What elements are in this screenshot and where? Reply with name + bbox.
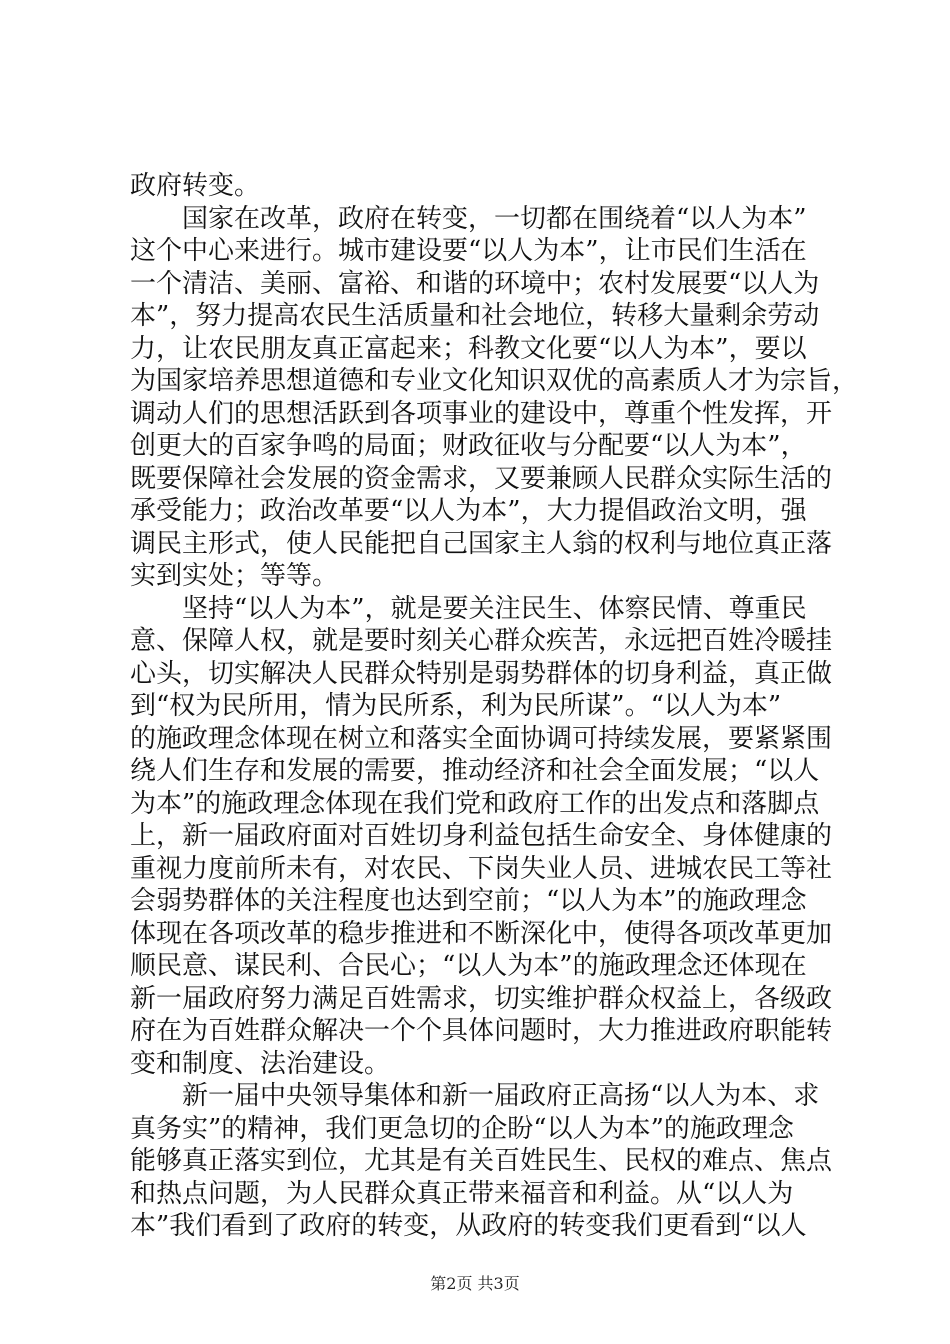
text-line: 能够真正落实到位，尤其是有关百姓民生、民权的难点、焦点	[130, 1146, 833, 1176]
text-line: 变和制度、法治建设。	[130, 1048, 391, 1079]
text-line: 本”，努力提高农民生活质量和社会地位，转移大量剩余劳动	[130, 301, 820, 331]
text-line: 到“权为民所用，情为民所系，利为民所谋”。“以人为本”	[130, 691, 782, 721]
paragraph-start-line: 国家在改革，政府在转变，一切都在围绕着“以人为本”	[182, 203, 807, 234]
text-line: 调动人们的思想活跃到各项事业的建设中，尊重个性发挥，开	[130, 398, 833, 429]
text-line: 心头，切实解决人民群众特别是弱势群体的切身利益，真正做	[130, 658, 833, 689]
text-line: 调民主形式，使人民能把自己国家主人翁的权利与地位真正落	[130, 528, 833, 559]
text-line: 和热点问题，为人民群众真正带来福音和利益。从“以人为	[130, 1178, 794, 1209]
text-line: 为本”的施政理念体现在我们党和政府工作的出发点和落脚点	[130, 788, 820, 819]
text-line: 本”我们看到了政府的转变，从政府的转变我们更看到“以人	[130, 1211, 807, 1241]
text-line: 承受能力；政治改革要“以人为本”，大力提倡政治文明，强	[130, 496, 807, 526]
text-line: 会弱势群体的关注程度也达到空前；“以人为本”的施政理念	[130, 886, 807, 916]
text-line: 一个清洁、美丽、富裕、和谐的环境中；农村发展要“以人为	[130, 268, 820, 299]
text-line: 这个中心来进行。城市建设要“以人为本”，让市民们生活在	[130, 236, 807, 266]
text-line: 力，让农民朋友真正富起来；科教文化要“以人为本”，要以	[130, 333, 807, 364]
text-line: 上，新一届政府面对百姓切身利益包括生命安全、身体健康的	[130, 821, 833, 851]
text-line: 既要保障社会发展的资金需求，又要兼顾人民群众实际生活的	[130, 463, 833, 494]
text-line: 意、保障人权，就是要时刻关心群众疾苦，永远把百姓冷暖挂	[130, 626, 833, 656]
text-line: 重视力度前所未有，对农民、下岗失业人员、进城农民工等社	[130, 853, 833, 884]
text-line: 创更大的百家争鸣的局面；财政征收与分配要“以人为本”，	[130, 431, 807, 461]
paragraph-start-line: 坚持“以人为本”，就是要关注民生、体察民情、尊重民	[182, 593, 807, 624]
page-number-footer: 第2页 共3页	[430, 1274, 520, 1293]
text-line: 顺民意、谋民利、合民心；“以人为本”的施政理念还体现在	[130, 951, 807, 981]
text-line: 新一届政府努力满足百姓需求，切实维护群众权益上，各级政	[130, 983, 833, 1014]
text-line: 府在为百姓群众解决一个个具体问题时，大力推进政府职能转	[130, 1016, 833, 1046]
text-line: 为国家培养思想道德和专业文化知识双优的高素质人才为宗旨，	[130, 366, 859, 396]
text-line: 体现在各项改革的稳步推进和不断深化中，使得各项改革更加	[130, 918, 833, 949]
document-body	[130, 170, 859, 1243]
text-line: 的施政理念体现在树立和落实全面协调可持续发展，要紧紧围	[130, 723, 833, 754]
text-line: 政府转变。	[130, 171, 261, 201]
text-line: 真务实”的精神，我们更急切的企盼“以人为本”的施政理念	[130, 1113, 794, 1144]
paragraph-start-line: 新一届中央领导集体和新一届政府正高扬“以人为本、求	[182, 1081, 820, 1111]
text-line: 实到实处；等等。	[130, 561, 339, 591]
text-line: 绕人们生存和发展的需要，推动经济和社会全面发展；“以人	[130, 756, 820, 786]
